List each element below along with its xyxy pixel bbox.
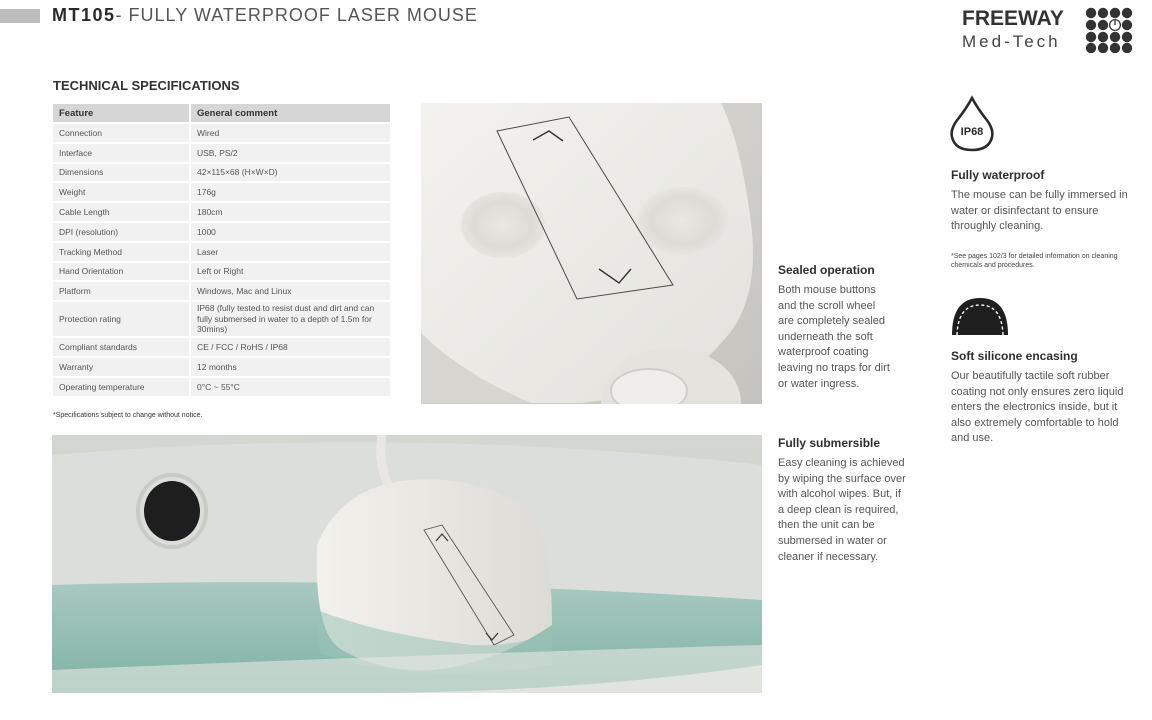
freeway-medtech-logo	[962, 7, 1137, 53]
table-row	[53, 357, 391, 377]
feature-title: Fully waterproof	[951, 168, 1045, 182]
spec-feature: Interface	[53, 143, 190, 163]
spec-value: Left or Right	[190, 262, 391, 282]
spec-value: 1000	[190, 222, 391, 242]
feature-title: Sealed operation	[778, 263, 875, 277]
silicone-encasing-icon	[948, 294, 1012, 336]
spec-feature: Operating temperature	[53, 377, 190, 396]
spec-feature: Cable Length	[53, 202, 190, 222]
spec-value: 42×115×68 (H×W×D)	[190, 163, 391, 183]
spec-feature: Weight	[53, 182, 190, 202]
column-header-comment: General comment	[190, 104, 391, 123]
table-row	[53, 123, 391, 143]
model-number: MT105	[52, 5, 116, 25]
spec-feature: Tracking Method	[53, 242, 190, 262]
spec-feature: Dimensions	[53, 163, 190, 183]
table-row	[53, 301, 391, 337]
feature-fully-submersible	[778, 436, 910, 565]
spec-value: CE / FCC / RoHS / IP68	[190, 337, 391, 357]
logo-dots-icon	[1085, 7, 1133, 53]
ip68-water-drop-icon	[948, 95, 996, 153]
spec-feature: Warranty	[53, 357, 190, 377]
column-header-feature: Feature	[53, 104, 190, 123]
specs-heading: TECHNICAL SPECIFICATIONS	[53, 78, 240, 93]
table-row	[53, 281, 391, 301]
table-row	[53, 337, 391, 357]
spec-value: 176g	[190, 182, 391, 202]
spec-feature: Hand Orientation	[53, 262, 190, 282]
logo-wordmark: FREEWAY	[962, 7, 1064, 30]
table-row	[53, 143, 391, 163]
header-accent-bar	[0, 9, 40, 23]
spec-value: USB, PS/2	[190, 143, 391, 163]
feature-sealed-operation	[778, 263, 894, 392]
spec-feature: Connection	[53, 123, 190, 143]
table-row	[53, 182, 391, 202]
feature-fully-waterproof	[951, 168, 1131, 235]
cleaning-note: *See pages 102/3 for detailed information on cleaning chemicals and procedures.	[951, 253, 1118, 269]
specs-disclaimer: *Specifications subject to change without notice.	[53, 412, 203, 419]
feature-text: Both mouse buttons and the scroll wheel are completely sealed underneath the soft waterproof coating leaving no traps for dirt or water ingress.	[778, 284, 890, 390]
logo-subtitle: Med-Tech	[962, 32, 1061, 51]
mouse-closeup-photo	[421, 103, 762, 404]
table-row	[53, 222, 391, 242]
table-row	[53, 377, 391, 396]
spec-feature: Protection rating	[53, 301, 190, 337]
table-row	[53, 262, 391, 282]
table-row	[53, 202, 391, 222]
specs-table	[53, 104, 392, 396]
product-title: - FULLY WATERPROOF LASER MOUSE	[115, 5, 478, 25]
feature-title: Soft silicone encasing	[951, 349, 1078, 363]
spec-value: 180cm	[190, 202, 391, 222]
feature-text: The mouse can be fully immersed in water or disinfectant to ensure throughly cleaning.	[951, 189, 1128, 233]
table-row	[53, 242, 391, 262]
feature-title: Fully submersible	[778, 436, 881, 450]
mouse-submersed-photo	[52, 435, 762, 693]
page-title	[52, 5, 478, 26]
table-row	[53, 163, 391, 183]
spec-value: Wired	[190, 123, 391, 143]
feature-soft-silicone	[951, 349, 1131, 447]
spec-feature: DPI (resolution)	[53, 222, 190, 242]
spec-value: Laser	[190, 242, 391, 262]
spec-feature: Platform	[53, 281, 190, 301]
spec-value: IP68 (fully tested to resist dust and dirt and can fully submersed in water to a depth of 1.5m for 30mins)	[190, 301, 391, 337]
specs-header-row	[53, 104, 391, 123]
feature-text: Our beautifully tactile soft rubber coating not only ensures zero liquid enters the electronics inside, but it also extremely comfortable to hold and use.	[951, 370, 1124, 445]
spec-value: 12 months	[190, 357, 391, 377]
feature-text: Easy cleaning is achieved by wiping the surface over with alcohol wipes. But, if a deep clean is required, then the unit can be submersed in water or cleaner if necessary.	[778, 457, 906, 563]
spec-feature: Compliant standards	[53, 337, 190, 357]
spec-value: Windows, Mac and Linux	[190, 281, 391, 301]
spec-value: 0°C ~ 55°C	[190, 377, 391, 396]
ip68-label: IP68	[960, 126, 984, 138]
